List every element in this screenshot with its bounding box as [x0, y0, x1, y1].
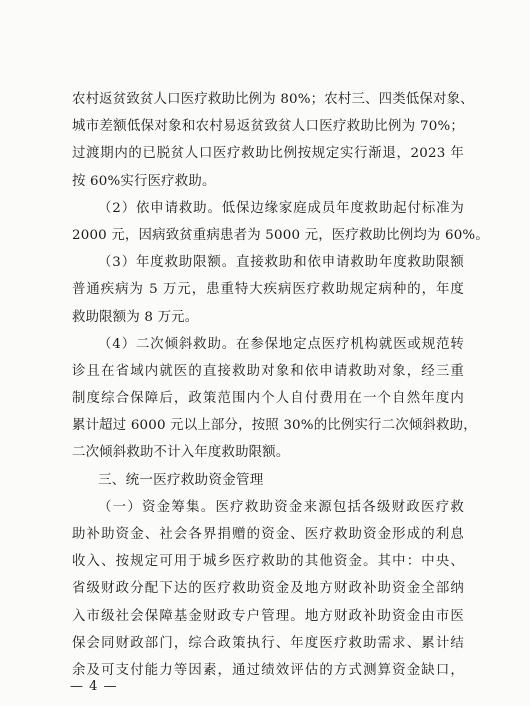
body-line: 2000 元，因病致贫重病患者为 5000 元，医疗救助比例均为 60%。 — [72, 227, 489, 243]
body-line: 省级财政分配下达的医疗救助资金及地方财政补助资金全部纳 — [72, 581, 464, 597]
body-line: 普通疾病为 5 万元，患重特大疾病医疗救助规定病种的，年度 — [72, 282, 464, 298]
paragraph-first-line: （2）依申请救助。低保边缘家庭成员年度救助起付标准为 — [98, 200, 464, 216]
body-line: 余及可支付能力等因素，通过绩效评估的方式测算资金缺口， — [72, 662, 464, 678]
body-line: 诊且在省域内就医的直接救助对象和依申请救助对象，经三重 — [72, 363, 464, 379]
body-line: 城市差额低保对象和农村易返贫致贫人口医疗救助比例为 70%； — [72, 119, 464, 135]
body-line: 助补助资金、社会各界捐赠的资金、医疗救助资金形成的利息 — [72, 527, 464, 542]
page-number: — 4 — — [70, 679, 118, 694]
document-body — [72, 86, 489, 684]
body-line: 累计超过 6000 元以上部分，按照 30%的比例实行二次倾斜救助， — [72, 418, 477, 434]
paragraph-first-line: （3）年度救助限额。直接救助和依申请救助年度救助限额 — [98, 255, 464, 271]
body-line: 制度综合保障后，政策范围内个人自付费用在一个自然年度内 — [72, 391, 464, 407]
body-line: 救助限额为 8 万元。 — [72, 309, 199, 325]
paragraph-first-line: （一）资金筹集。医疗救助资金来源包括各级财政医疗救 — [98, 499, 464, 515]
body-line: 入市级社会保障基金财政专户管理。地方财政补助资金由市医 — [72, 608, 464, 624]
paragraph-first-line: （4）二次倾斜救助。在参保地定点医疗机构就医或规范转 — [98, 336, 464, 352]
body-line: 过渡期内的已脱贫人口医疗救助比例按规定实行渐退，2023 年 — [72, 146, 464, 162]
body-line: 按 60%实行医疗救助。 — [72, 173, 216, 189]
section-heading: 三、统一医疗救助资金管理 — [98, 471, 264, 488]
body-line: 二次倾斜救助不计入年度救助限额。 — [72, 445, 290, 461]
body-line: 保会同财政部门，综合政策执行、年度医疗救助需求、累计结 — [72, 635, 464, 651]
body-line: 农村返贫致贫人口医疗救助比例为 80%；农村三、四类低保对象、 — [72, 92, 474, 107]
body-line: 收入、按规定可用于城乡医疗救助的其他资金。其中：中央、 — [72, 554, 464, 570]
